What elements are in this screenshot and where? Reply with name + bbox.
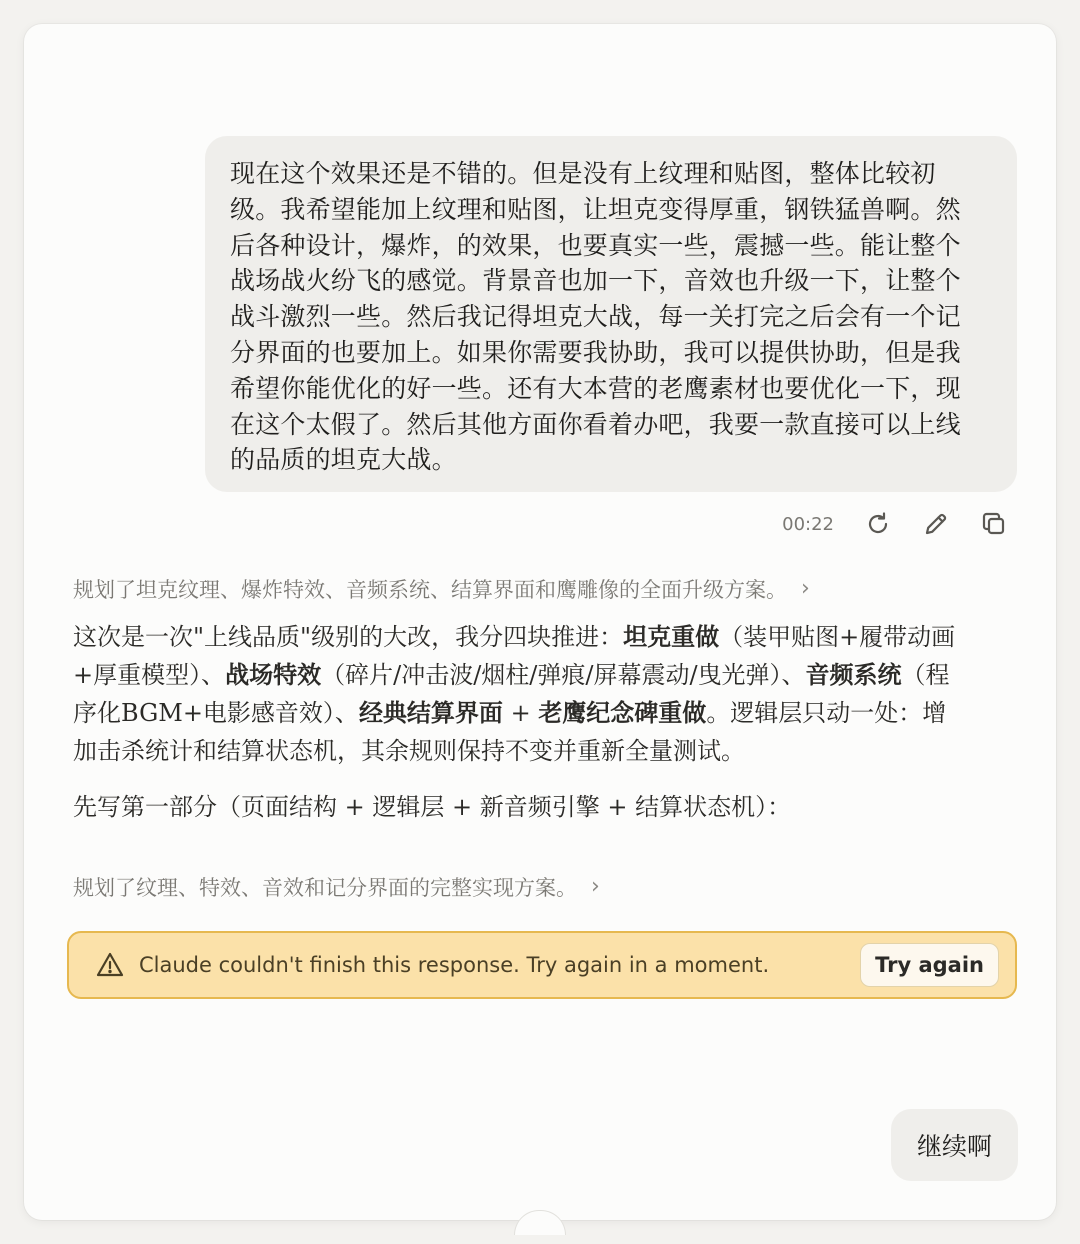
response-paragraph-1: 这次是一次"上线品质"级别的大改，我分四块推进：坦克重做（装甲贴图+履带动画+厚重模型）、战场特效（碎片/冲击波/烟柱/弹痕/屏幕震动/曳光弹）、音频系统（程序化BGM+电影感音效）、经典结算界面 + 老鹰纪念碑重做。逻辑层只动一处：增加击杀统计和结算状态机，其余规则保持不变并重新全量测试。 [73,623,956,765]
highlight-audio-system: 音频系统 [805,661,902,689]
user-message-bubble [205,136,1017,492]
highlight-score-screen: 经典结算界面 [358,699,503,727]
message-timestamp: 00:22 [782,513,834,535]
chevron-right-icon: › [801,576,810,601]
edit-icon[interactable] [920,508,952,540]
warning-icon [95,950,125,980]
try-again-button[interactable]: Try again [860,943,999,987]
user-message-text: 现在这个效果还是不错的。但是没有上纹理和贴图，整体比较初级。我希望能加上纹理和贴图，让坦克变得厚重，钢铁猛兽啊。然后各种设计，爆炸，的效果，也要真实一些，震撼一些。能让整个战场战火纷飞的感觉。背景音也加一下，音效也升级一下，让整个战斗激烈一些。然后我记得坦克大战，每一关打完之后会有一个记分界面的也要加上。如果你需要我协助，我可以提供协助，但是我希望你能优化的好一些。还有大本营的老鹰素材也要优化一下，现在这个太假了。然后其他方面你看着办吧，我要一款直接可以上线的品质的坦克大战。 [230,159,961,475]
user-message-bubble-2 [891,1109,1018,1181]
retry-icon[interactable] [862,508,894,540]
copy-icon[interactable] [978,508,1010,540]
thinking-summary-1[interactable] [73,574,810,604]
thinking-summary-label: 规划了坦克纹理、爆炸特效、音频系统、结算界面和鹰雕像的全面升级方案。 [73,578,787,602]
thinking-summary-2[interactable] [73,872,600,902]
highlight-tank-rework: 坦克重做 [623,623,720,651]
response-paragraph-2: 先写第一部分（页面结构 + 逻辑层 + 新音频引擎 + 结算状态机）： [73,793,792,821]
highlight-eagle-monument: 老鹰纪念碑重做 [538,699,707,727]
error-banner [67,931,1017,999]
thinking-summary-label: 规划了纹理、特效、音效和记分界面的完整实现方案。 [73,876,577,900]
assistant-response [73,618,963,826]
user-message-text: 继续啊 [916,1132,992,1161]
chevron-right-icon: › [591,874,600,899]
highlight-battlefield-effects: 战场特效 [225,661,322,689]
error-message: Claude couldn't finish this response. Try again in a moment. [139,953,770,977]
message-meta-row [782,508,1010,540]
